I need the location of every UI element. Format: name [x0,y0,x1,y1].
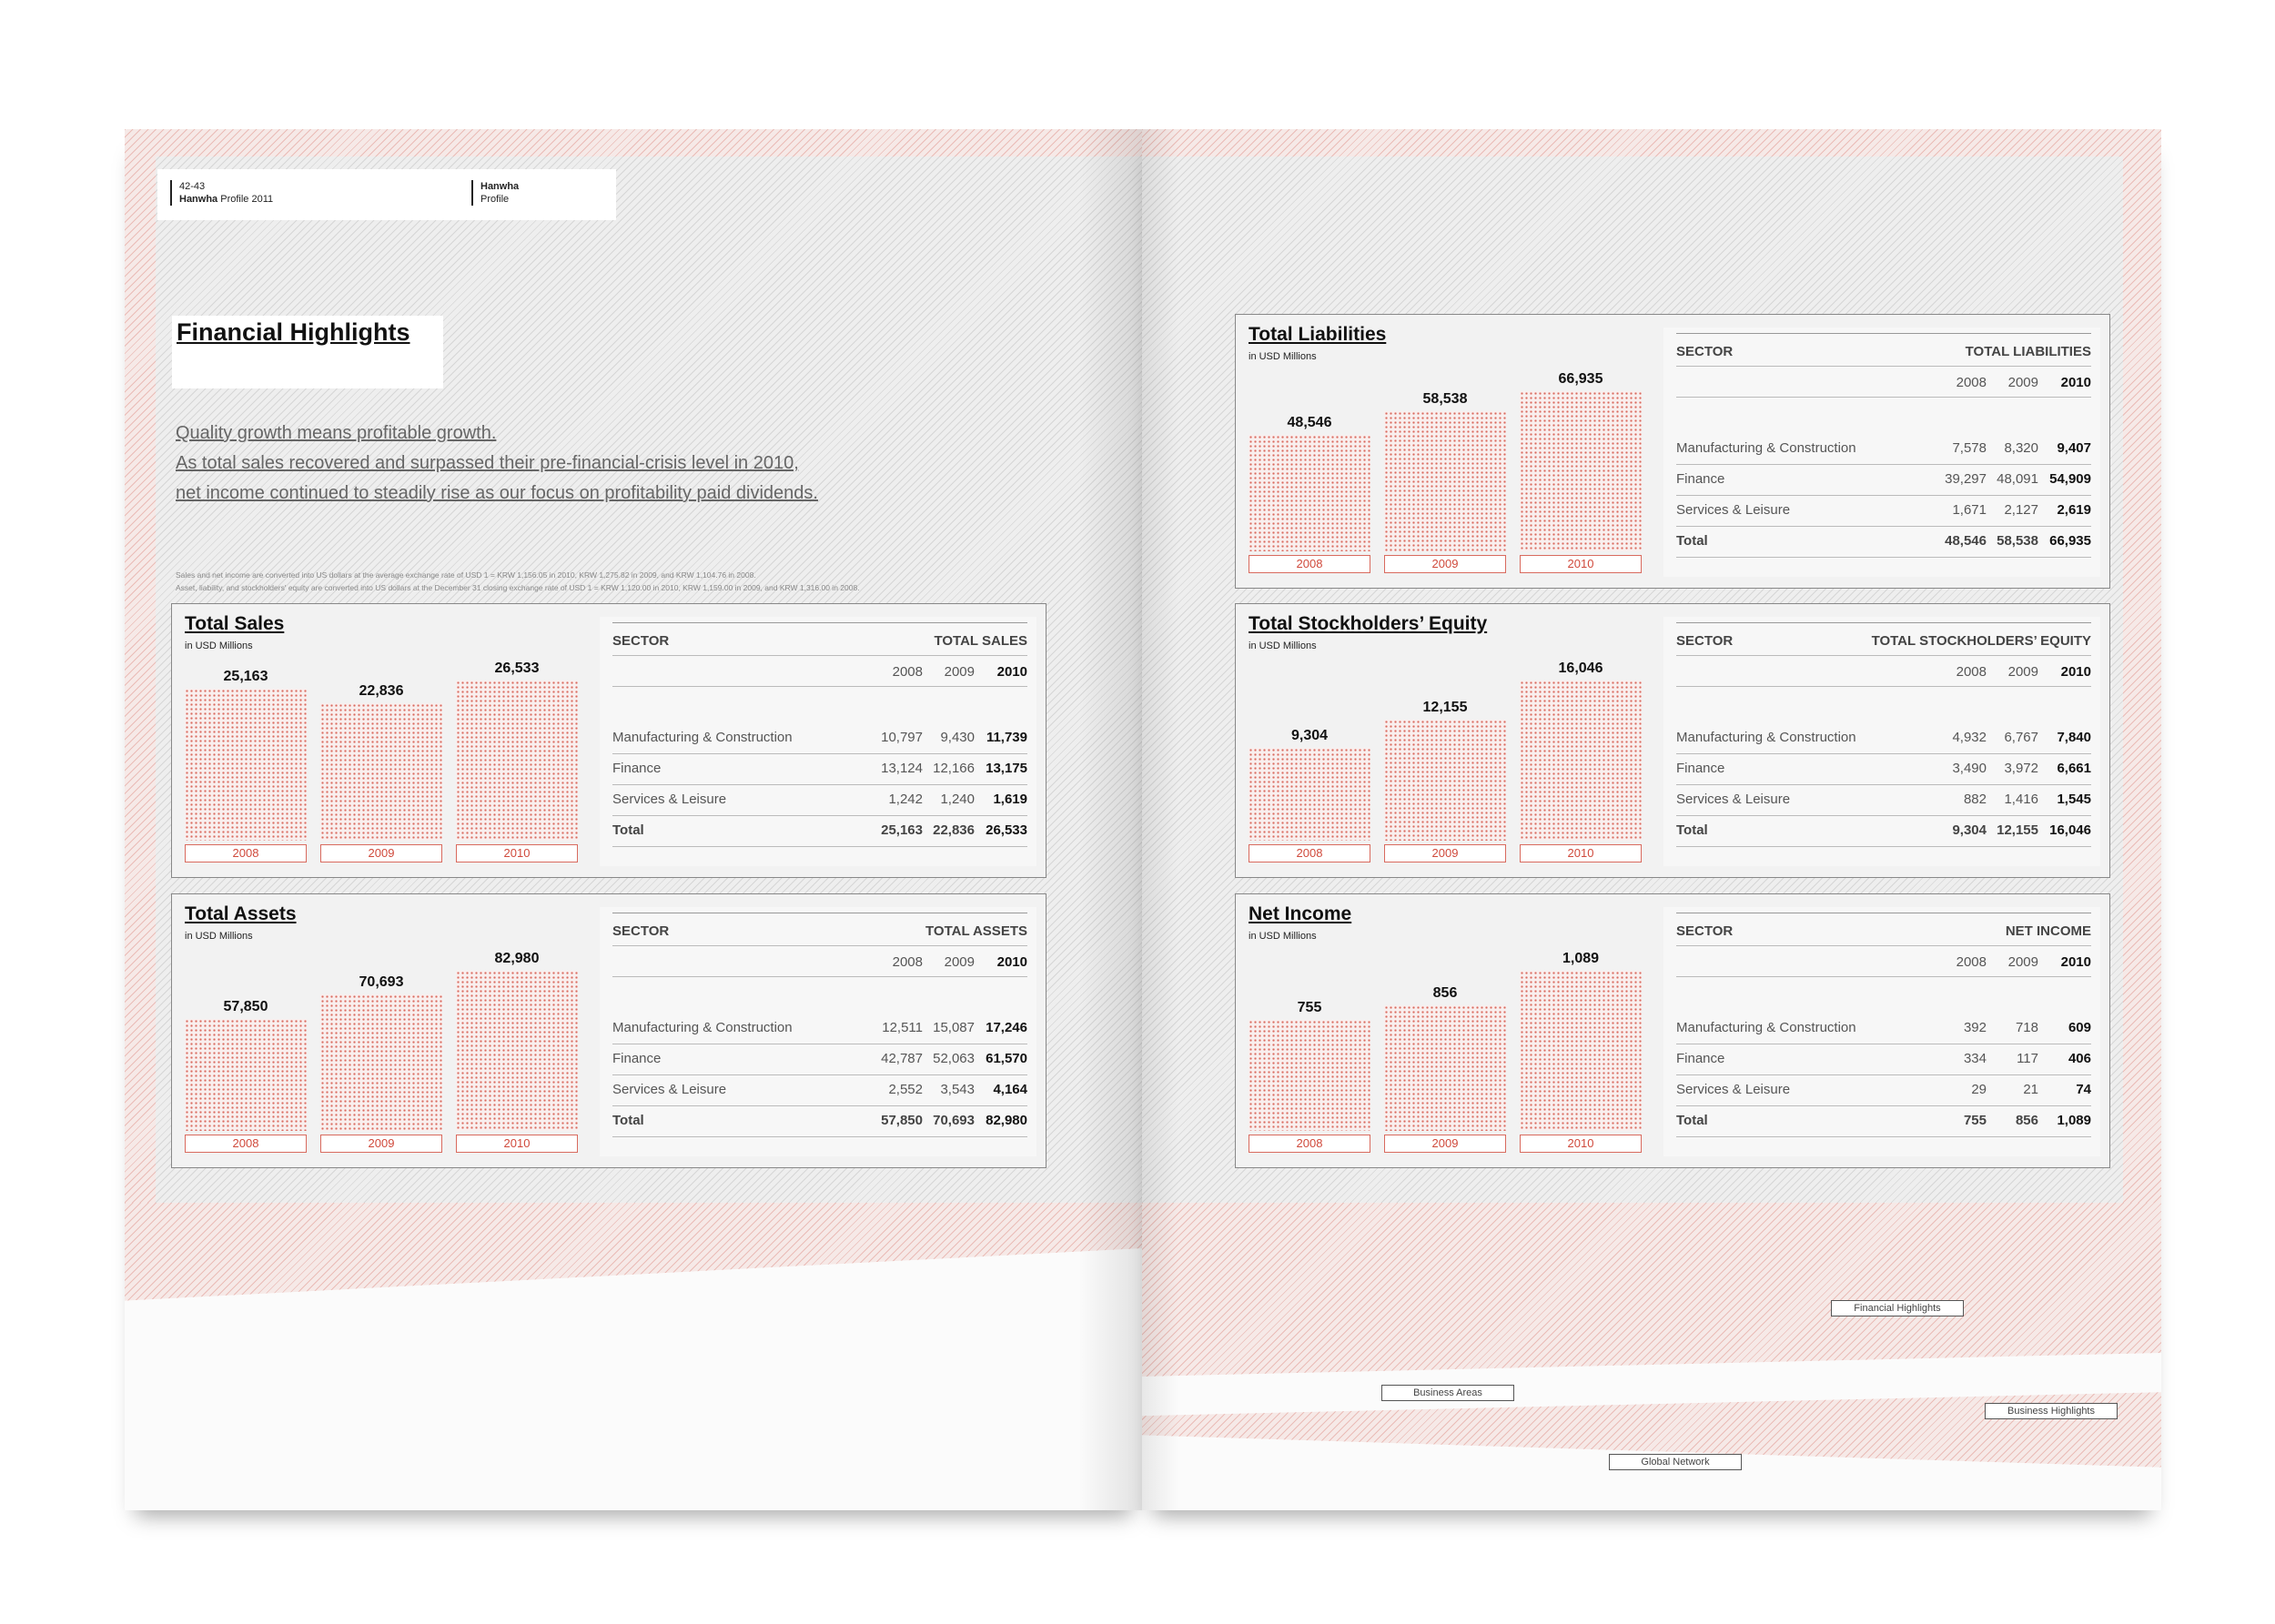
footnote [176,569,860,594]
cell-value: 6,767 [2004,730,2038,745]
total-stockholders-equity-table [1663,617,2100,866]
page-header [157,169,616,220]
table-rule [612,945,1027,946]
table-rule [1676,945,2091,946]
left-page-border-top [125,129,1142,156]
bar-value-label: 58,538 [1422,391,1468,407]
cell-value: 4,164 [993,1082,1027,1097]
tab-business-areas[interactable]: Business Areas [1381,1385,1514,1401]
table-rule [612,655,1027,656]
sector-header: SECTOR [1676,344,1734,359]
sector-header: SECTOR [1676,633,1734,649]
tab-global-network[interactable]: Global Network [1609,1454,1742,1470]
cell-value: 48,091 [1997,471,2038,487]
cell-value: 882 [1963,792,1987,807]
bar-value-label: 48,546 [1287,415,1332,430]
metric-header: TOTAL SALES [934,633,1027,649]
year-header: 2009 [2007,954,2038,970]
bar-year-label: 2008 [185,1135,307,1153]
sector-name: Finance [612,1051,662,1066]
cell-value: 1,416 [2004,792,2038,807]
cell-value: 1,619 [993,792,1027,807]
sector-name: Total [1676,1113,1708,1128]
page-numbers: 42-43 [179,181,206,192]
bar-value-label: 66,935 [1558,371,1603,387]
cell-value: 48,546 [1945,533,1987,549]
cell-value: 82,980 [986,1113,1027,1128]
cell-value: 66,935 [2049,533,2091,549]
table-rule [1676,495,2091,496]
table-rule [1676,976,2091,977]
sector-name: Finance [612,761,662,776]
cell-value: 70,693 [933,1113,975,1128]
total-assets-panel [171,893,1046,1168]
sector-name: Finance [1676,471,1725,487]
section-brand: Hanwha [480,181,520,192]
table-rule [1676,686,2091,687]
cell-value: 74 [2076,1082,2091,1097]
cell-value: 1,089 [2057,1113,2091,1128]
cell-value: 9,407 [2057,440,2091,456]
sector-header: SECTOR [612,923,670,939]
bar-value-label: 1,089 [1562,951,1600,966]
table-rule [612,686,1027,687]
year-header: 2010 [996,954,1027,970]
sector-name: Finance [1676,1051,1725,1066]
tab-business-highlights[interactable]: Business Highlights [1985,1403,2118,1419]
table-rule [612,784,1027,785]
cell-value: 4,932 [1952,730,1987,745]
cell-value: 58,538 [1997,533,2038,549]
left-page [125,129,1142,1510]
bar-year-label: 2009 [320,1135,442,1153]
cell-value: 25,163 [881,822,923,838]
bar-value-label: 70,693 [359,974,404,990]
cell-value: 6,661 [2057,761,2091,776]
table-rule [612,1105,1027,1106]
bar-value-label: 16,046 [1558,661,1603,676]
total-liabilities-table [1663,328,2100,577]
bar-year-label: 2010 [1520,1135,1642,1153]
net-income-unit: in USD Millions [1249,931,1317,942]
cell-value: 12,155 [1997,822,2038,838]
footnote-line: Sales and net income are converted into US dollars at the average exchange rate of USD 1 = KRW 1,156.05 in 2010, KRW 1,275.82 in 2009, and KRW 1,104.76 in 2008. [176,570,756,580]
cell-value: 7,578 [1952,440,1987,456]
cell-value: 26,533 [986,822,1027,838]
cell-value: 3,490 [1952,761,1987,776]
cell-value: 9,430 [940,730,975,745]
right-page-border-right [2123,129,2161,1216]
year-header: 2008 [1956,954,1987,970]
bar-2008 [185,1019,307,1131]
bar-2009 [1384,720,1506,841]
total-assets-table [600,907,1036,1156]
year-header: 2010 [2060,375,2091,390]
cell-value: 755 [1963,1113,1987,1128]
bar-value-label: 25,163 [223,669,268,684]
section-name: Profile [480,194,510,205]
table-rule [612,1074,1027,1075]
bar-value-label: 9,304 [1290,728,1329,743]
cell-value: 12,511 [882,1020,923,1035]
cell-value: 609 [2068,1020,2091,1035]
sector-name: Manufacturing & Construction [1676,1020,1856,1035]
bar-value-label: 856 [1432,985,1458,1001]
cell-value: 718 [2015,1020,2038,1035]
bar-year-label: 2009 [1384,1135,1506,1153]
cell-value: 1,242 [888,792,923,807]
sector-header: SECTOR [612,633,670,649]
cell-value: 1,545 [2057,792,2091,807]
bar-value-label: 12,155 [1422,700,1468,715]
bar-year-label: 2010 [1520,555,1642,573]
cell-value: 117 [2017,1051,2038,1066]
bar-year-label: 2010 [1520,844,1642,862]
bar-value-label: 82,980 [494,951,540,966]
total-liabilities-unit: in USD Millions [1249,351,1317,362]
sector-name: Total [1676,533,1708,549]
sector-name: Manufacturing & Construction [1676,440,1856,456]
page-title: Financial Highlights [177,318,410,346]
cell-value: 3,972 [2004,761,2038,776]
table-top-rule [612,622,1027,623]
bar-2009 [1384,411,1506,551]
year-header: 2009 [2007,664,2038,680]
total-assets-title: Total Assets [185,903,297,924]
cell-value: 42,787 [881,1051,923,1066]
tab-financial-highlights[interactable]: Financial Highlights [1831,1300,1964,1316]
cell-value: 1,240 [940,792,975,807]
metric-header: NET INCOME [2005,923,2091,939]
bar-2010 [456,681,578,841]
intro-line: net income continued to steadily rise as our focus on profitability paid dividends. [176,483,818,503]
cell-value: 9,304 [1952,822,1987,838]
brand: Hanwha [179,194,218,205]
table-rule [1676,557,2091,558]
year-header: 2010 [996,664,1027,680]
table-rule [1676,784,2091,785]
year-header: 2009 [944,954,975,970]
total-stockholders-equity-unit: in USD Millions [1249,641,1317,651]
cell-value: 29 [1971,1082,1987,1097]
bar-2009 [1384,1005,1506,1131]
cell-value: 54,909 [2049,471,2091,487]
total-stockholders-equity-panel [1235,603,2110,878]
total-assets-unit: in USD Millions [185,931,253,942]
bar-year-label: 2009 [1384,555,1506,573]
sector-name: Services & Leisure [612,1082,727,1097]
cell-value: 1,671 [1952,502,1987,518]
table-top-rule [1676,622,2091,623]
cell-value: 406 [2068,1051,2091,1066]
left-page-border-left [125,129,156,1216]
bar-2010 [1520,391,1642,551]
table-rule [1676,464,2091,465]
table-rule [1676,753,2091,754]
total-sales-unit: in USD Millions [185,641,253,651]
bar-year-label: 2008 [1249,1135,1370,1153]
total-sales-panel [171,603,1046,878]
table-rule [1676,846,2091,847]
total-stockholders-equity-title: Total Stockholders’ Equity [1249,613,1488,634]
footnote-line: Asset, liability, and stockholders' equity are converted into US dollars at the December 31 closing exchange rate of USD 1 = KRW 1,120.00 in 2010, KRW 1,159.00 in 2009, and KRW 1,316.00 in 2008. [176,583,860,592]
header-left [170,180,273,206]
bar-year-label: 2008 [1249,844,1370,862]
table-top-rule [1676,333,2091,334]
total-sales-title: Total Sales [185,613,285,634]
bar-value-label: 22,836 [359,683,404,699]
cell-value: 334 [1963,1051,1987,1066]
total-sales-table [600,617,1036,866]
cell-value: 2,127 [2004,502,2038,518]
bar-2010 [1520,971,1642,1131]
sector-name: Services & Leisure [1676,502,1791,518]
cell-value: 17,246 [986,1020,1027,1035]
year-header: 2010 [2060,664,2091,680]
cell-value: 7,840 [2057,730,2091,745]
net-income-table [1663,907,2100,1156]
cell-value: 3,543 [940,1082,975,1097]
bar-2008 [1249,435,1370,551]
metric-header: TOTAL ASSETS [925,923,1027,939]
cell-value: 2,552 [888,1082,923,1097]
table-rule [1676,1105,2091,1106]
cell-value: 57,850 [881,1113,923,1128]
year-header: 2008 [1956,375,1987,390]
bar-2008 [1249,748,1370,841]
bar-year-label: 2010 [456,1135,578,1153]
publication: Profile 2011 [220,194,274,205]
sector-name: Manufacturing & Construction [612,1020,793,1035]
total-liabilities-title: Total Liabilities [1249,324,1387,345]
sector-name: Services & Leisure [612,792,727,807]
bar-year-label: 2009 [1384,844,1506,862]
table-rule [1676,815,2091,816]
bar-year-label: 2008 [185,844,307,862]
bar-year-label: 2009 [320,844,442,862]
bar-year-label: 2010 [456,844,578,862]
sector-name: Manufacturing & Construction [1676,730,1856,745]
cell-value: 392 [1963,1020,1987,1035]
cell-value: 39,297 [1945,471,1987,487]
sector-name: Services & Leisure [1676,792,1791,807]
cell-value: 10,797 [881,730,923,745]
cell-value: 12,166 [933,761,975,776]
table-rule [1676,526,2091,527]
table-rule [1676,1136,2091,1137]
table-rule [612,976,1027,977]
cell-value: 61,570 [986,1051,1027,1066]
sector-name: Total [1676,822,1708,838]
table-rule [1676,397,2091,398]
year-header: 2009 [944,664,975,680]
header-right [471,180,519,206]
net-income-panel [1235,893,2110,1168]
cell-value: 13,175 [986,761,1027,776]
bar-2009 [320,994,442,1131]
bar-2010 [456,971,578,1131]
cell-value: 22,836 [933,822,975,838]
net-income-title: Net Income [1249,903,1352,924]
cell-value: 11,739 [986,730,1027,745]
bar-value-label: 57,850 [223,999,268,1014]
table-rule [1676,655,2091,656]
sector-name: Total [612,1113,644,1128]
year-header: 2008 [892,954,923,970]
intro-line: As total sales recovered and surpassed their pre-financial-crisis level in 2010, [176,453,799,473]
sector-header: SECTOR [1676,923,1734,939]
total-liabilities-panel [1235,314,2110,589]
table-rule [612,1136,1027,1137]
cell-value: 13,124 [881,761,923,776]
bar-year-label: 2008 [1249,555,1370,573]
cell-value: 856 [2015,1113,2038,1128]
bar-2009 [320,703,442,841]
cell-value: 52,063 [933,1051,975,1066]
bar-value-label: 26,533 [494,661,540,676]
right-page [1142,129,2161,1510]
year-header: 2008 [1956,664,1987,680]
year-header: 2010 [2060,954,2091,970]
table-rule [612,815,1027,816]
year-header: 2008 [892,664,923,680]
cell-value: 16,046 [2049,822,2091,838]
metric-header: TOTAL LIABILITIES [1965,344,2091,359]
table-rule [1676,366,2091,367]
cell-value: 15,087 [933,1020,975,1035]
year-header: 2009 [2007,375,2038,390]
cell-value: 8,320 [2004,440,2038,456]
bar-value-label: 755 [1297,1000,1322,1015]
sector-name: Finance [1676,761,1725,776]
bar-2010 [1520,681,1642,841]
right-page-border-top [1142,129,2161,156]
table-rule [612,846,1027,847]
sector-name: Total [612,822,644,838]
bar-2008 [185,689,307,841]
table-rule [612,753,1027,754]
sector-name: Services & Leisure [1676,1082,1791,1097]
bar-2008 [1249,1020,1370,1131]
sector-name: Manufacturing & Construction [612,730,793,745]
metric-header: TOTAL STOCKHOLDERS’ EQUITY [1871,633,2091,649]
table-rule [1676,1074,2091,1075]
cell-value: 2,619 [2057,502,2091,518]
intro-text [176,419,818,509]
cell-value: 21 [2023,1082,2038,1097]
intro-line: Quality growth means profitable growth. [176,423,497,443]
